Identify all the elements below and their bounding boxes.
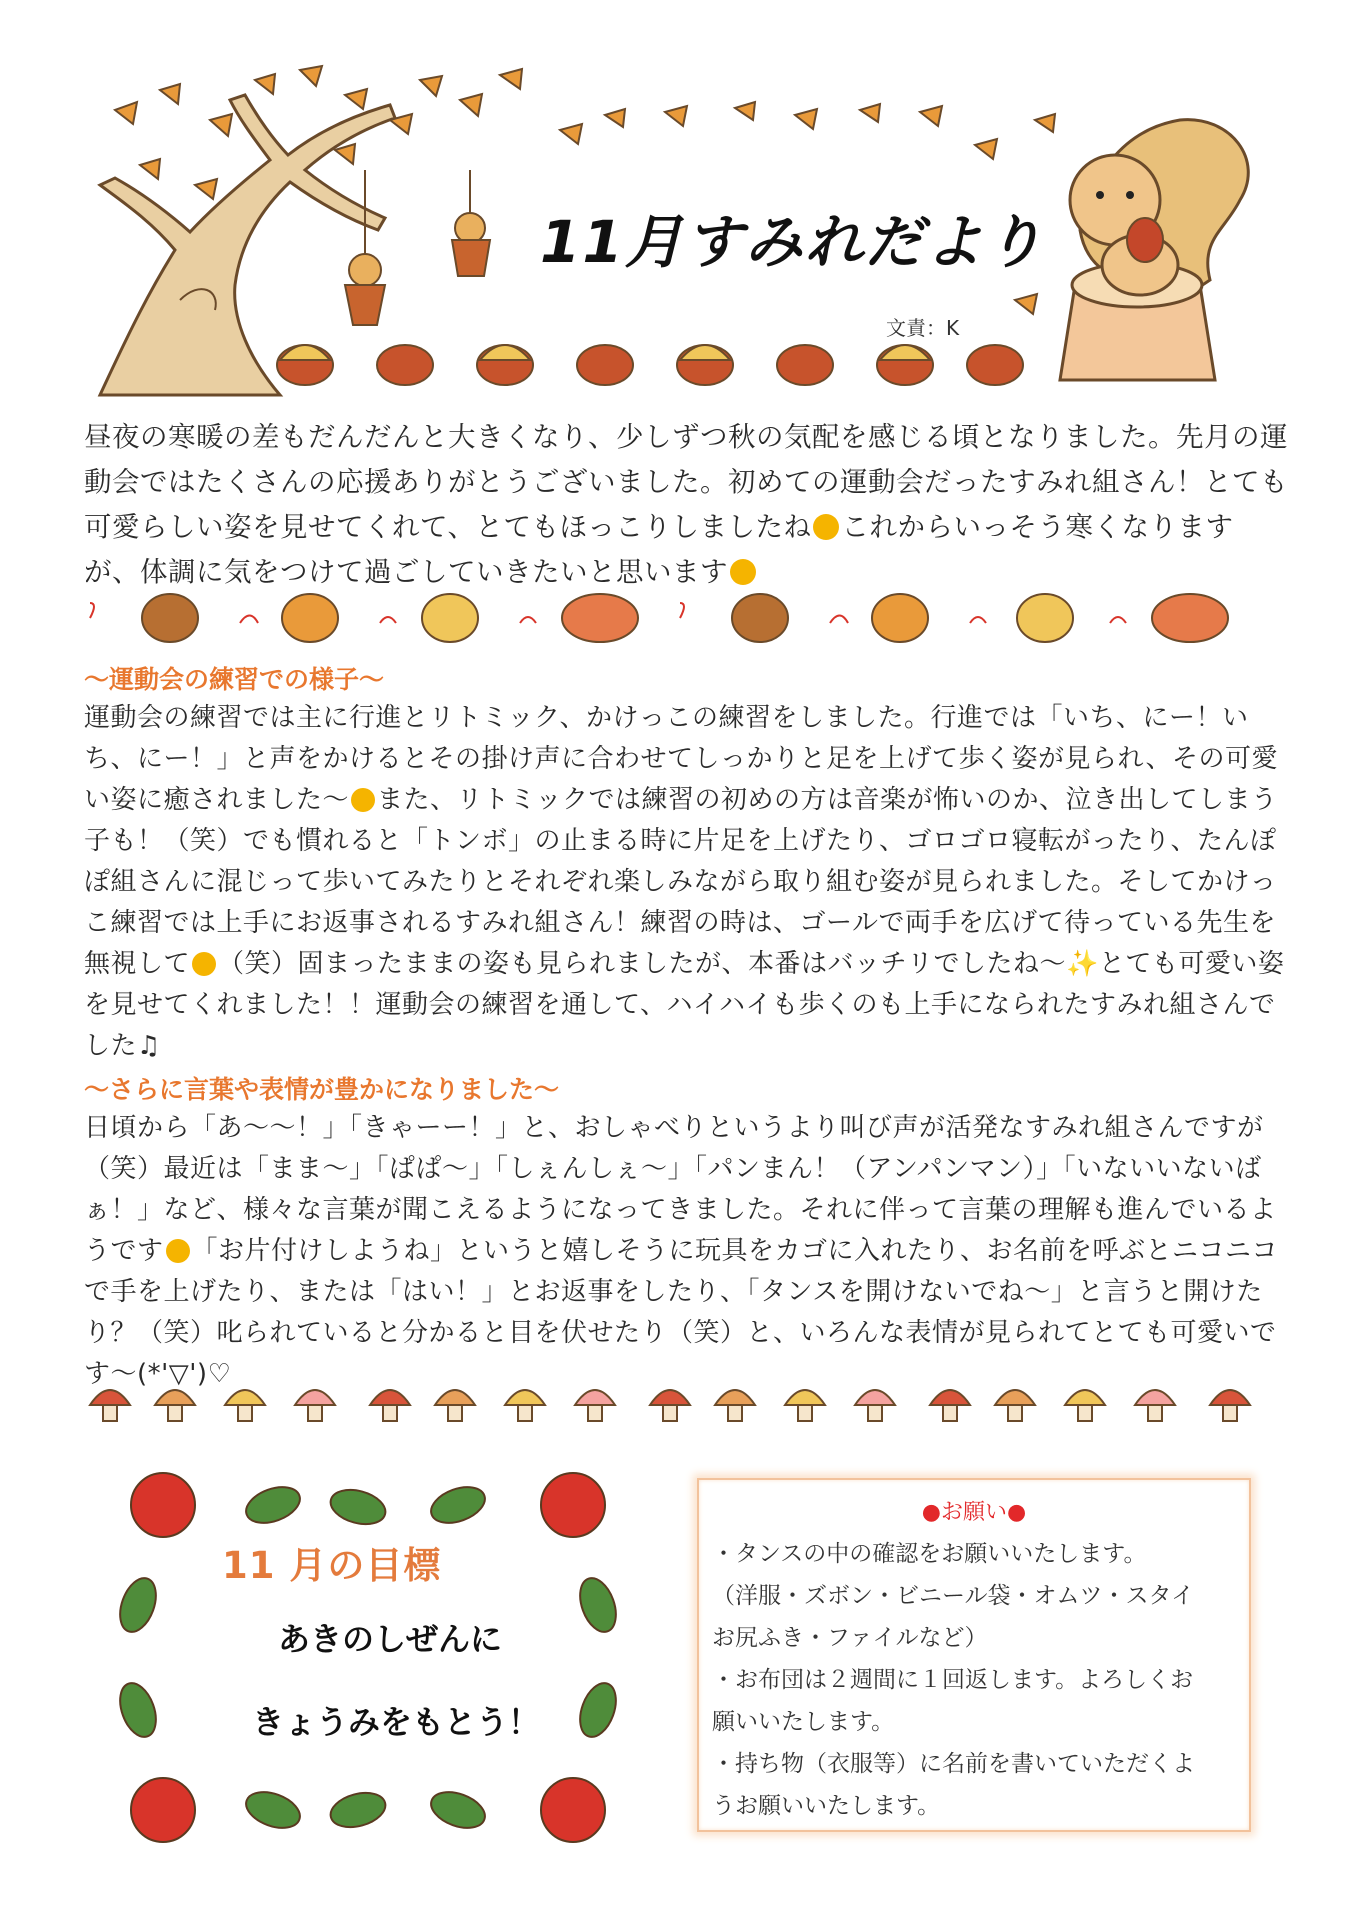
newsletter-title: 11月すみれだより <box>540 208 1045 276</box>
goal-heading: 11 月の目標 <box>222 1544 442 1587</box>
section1-text-c: （笑）固まったままの姿も見られましたが、本番はバッチリでしたね～ <box>218 949 1067 979</box>
mushroom-divider <box>85 1375 1275 1427</box>
acorn-row <box>277 345 1023 385</box>
section2-paragraph <box>84 1108 1289 1395</box>
section1-text-a: 運動会の練習では主に行進とリトミック、かけっこの練習をしました。行進では「いち、にー！いち、にー！」と声をかけるとその掛け声に合わせてしっかりと足を上げて歩く姿が見られ、その可愛い姿に癒されました～ <box>84 703 1279 815</box>
section1-paragraph <box>84 698 1289 1067</box>
author-credit: 文責：K <box>886 316 960 340</box>
laugh-emoji-icon <box>192 952 216 976</box>
chestnut-divider <box>80 588 1280 650</box>
section2-text-a: 日頃から「あ～～！」「きゃーー！」と、おしゃべりというより叫び声が活発なすみれ組さんですが（笑）最近は「まま～」「ぱぱ～」「しぇんしぇ～」「パンまん！（アンパンマン）」「いないいないばぁ！」など、様々な言葉が聞こえるようになってきました。それに伴って言葉の理解も進んでいるようです <box>84 1113 1277 1266</box>
sparkles-icon: ✨ <box>1066 949 1099 979</box>
intro-text-a: 昼夜の寒暖の差もだんだんと大きくなり、少しずつ秋の気配を感じる頃となりました。先月の運動会ではたくさんの応援ありがとうございました。初めての運動会だったすみれ組さん！とても可愛らしい姿を見せてくれて、とてもほっこりしましたね <box>84 421 1288 543</box>
section1-text-d: とても可愛い姿を見せてくれました！！運動会の練習を通して、ハイハイも歩くのも上手になられたすみれ組さんでした <box>84 949 1285 1061</box>
smile-emoji-icon <box>166 1239 190 1263</box>
request-line: お尻ふき・ファイルなど） <box>712 1625 988 1651</box>
intro-text-b: これからいっそう寒くなりますが、体調に気をつけて過ごしていきたいと思います <box>84 511 1234 588</box>
tree-illustration <box>100 95 395 395</box>
request-line: ・お布団は２週間に１回返します。よろしくお <box>712 1667 1194 1693</box>
section2-text-b: 「お片付けしようね」というと嬉しそうに玩具をカゴに入れたり、お名前を呼ぶとニコニコで手を上げたり、または「はい！」とお返事をしたり、「タンスを開けないでね～」と言うと開けたり？（笑）叱られていると分かると目を伏せたり（笑）と、いろんな表情が見られてとても可愛いです～(*'▽')♡ <box>84 1236 1279 1389</box>
request-line: ・持ち物（衣服等）に名前を書いていただくよ <box>712 1751 1195 1777</box>
intro-paragraph <box>84 415 1289 595</box>
section-heading: ～運動会の練習での様子～ <box>84 665 385 694</box>
request-line: ・タンスの中の確認をお願いいたします。 <box>712 1541 1147 1567</box>
request-title: ●お願い● <box>921 1500 1027 1525</box>
request-line: うお願いいたします。 <box>712 1793 941 1819</box>
section1-text-b: また、リトミックでは練習の初めの方は音楽が怖いのか、泣き出してしまう子も！（笑）でも慣れると「トンボ」の止まる時に片足を上げたり、ゴロゴロ寝転がったり、たんぽぽ組さんに混じって歩いてみたりとそれぞれ楽しみながら取り組む姿が見られました。そしてかけっこ練習では上手にお返事されるすみれ組さん！練習の時は、ゴールで両手を広げて待っている先生を無視して <box>84 785 1278 979</box>
bagworm-illustration <box>345 170 490 325</box>
smile-emoji-icon <box>813 514 839 540</box>
music-notes-icon: ♫ <box>137 1031 161 1061</box>
request-line: （洋服・ズボン・ビニール袋・オムツ・スタイ <box>712 1583 1195 1609</box>
request-box <box>697 1478 1251 1832</box>
smile-emoji-icon <box>730 559 756 585</box>
request-line: 願いいたします。 <box>712 1709 895 1735</box>
section-heading: ～さらに言葉や表情が豊かになりました～ <box>84 1075 560 1104</box>
grin-emoji-icon <box>351 788 375 812</box>
goal-line-2: きょうみをもとう！ <box>252 1703 541 1741</box>
goal-line-1: あきのしぜんに <box>278 1620 503 1658</box>
squirrel-illustration <box>1060 120 1248 380</box>
